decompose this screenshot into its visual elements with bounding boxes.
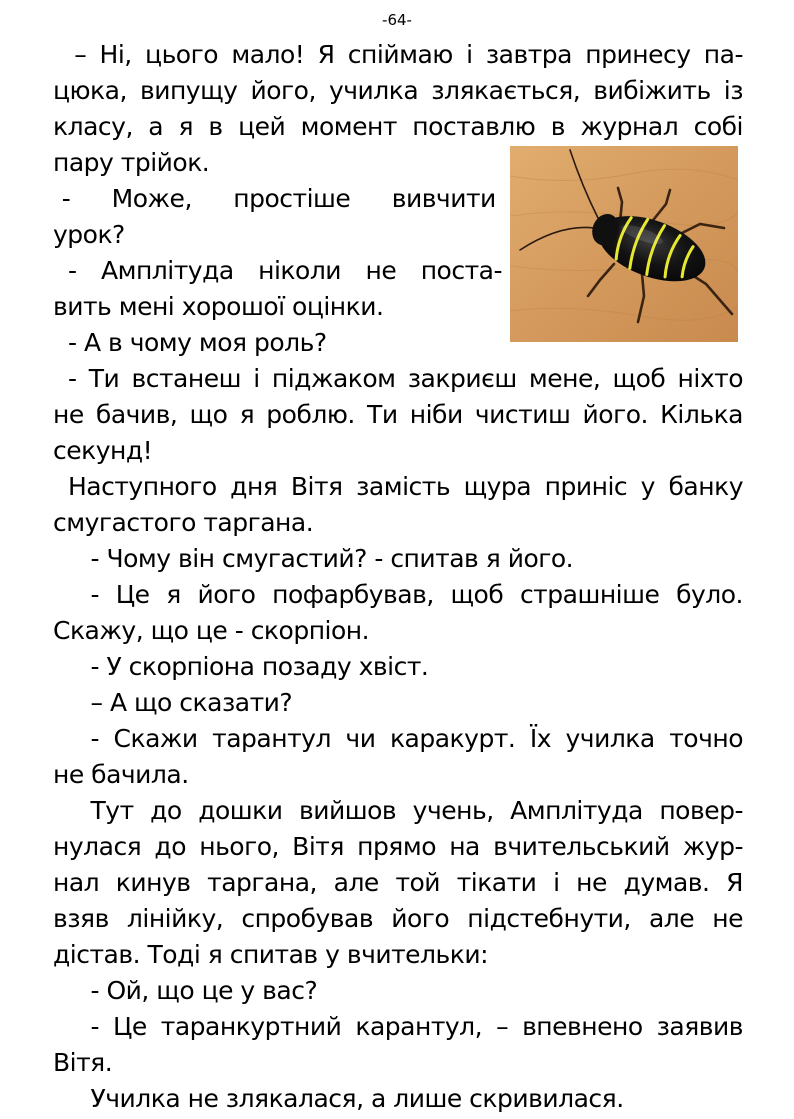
text-line: Тут до дошки вийшов учень, Амплітуда повер- — [90, 796, 743, 825]
text-line: взяв лінійку, спробував його підстебнути, але не — [53, 904, 743, 933]
text-line: - Амплітуда ніколи не поста- — [68, 256, 502, 285]
text-line: вить мені хорошої оцінки. — [53, 292, 384, 321]
text-line: Скажу, що це - скорпіон. — [53, 616, 370, 645]
page-text — [53, 37, 743, 1117]
text-line: - Чому він смугастий? - спитав я його. — [90, 544, 574, 573]
text-line: Наступного дня Вітя замість щура приніс у банку — [68, 472, 743, 501]
text-line: - Ой, що це у вас? — [90, 976, 318, 1005]
text-line: урок? — [53, 220, 125, 249]
text-line: - Скажи тарантул чи каракурт. Їх училка точно — [90, 724, 743, 753]
page-number: -64- — [382, 11, 412, 29]
text-line: смугастого таргана. — [53, 508, 314, 537]
text-line: - У скорпіона позаду хвіст. — [90, 652, 429, 681]
text-line: дістав. Тоді я спитав у вчительки: — [53, 940, 489, 969]
text-line: Вітя. — [53, 1048, 113, 1077]
text-line: - А в чому моя роль? — [68, 328, 327, 357]
text-line: - Ти встанеш і піджаком закриєш мене, щоб ніхто — [68, 364, 743, 393]
text-line: Училка не злякалася, а лише скривилася. — [90, 1084, 624, 1113]
text-line: секунд! — [53, 436, 153, 465]
text-line: цюка, випущу його, училка злякається, вибіжить із — [53, 76, 743, 105]
text-line: – Ні, цього мало! Я спіймаю і завтра принесу па- — [74, 40, 743, 69]
text-line: – А що сказати? — [90, 688, 293, 717]
text-line: класу, а я в цей момент поставлю в журнал собі — [53, 112, 743, 141]
text-line: - Може, простіше вивчити — [61, 184, 496, 213]
text-line: не бачив, що я роблю. Ти ніби чистиш його. Кілька — [53, 400, 743, 429]
text-line: не бачила. — [53, 760, 189, 789]
text-line: нал кинув таргана, але той тікати і не думав. Я — [53, 868, 743, 897]
text-line: нулася до нього, Вітя прямо на вчительський жур- — [53, 832, 743, 861]
text-line: - Це таранкуртний карантул, – впевнено заявив — [90, 1012, 743, 1041]
text-line: - Це я його пофарбував, щоб страшніше було. — [90, 580, 743, 609]
text-line: пару трійок. — [53, 148, 210, 177]
